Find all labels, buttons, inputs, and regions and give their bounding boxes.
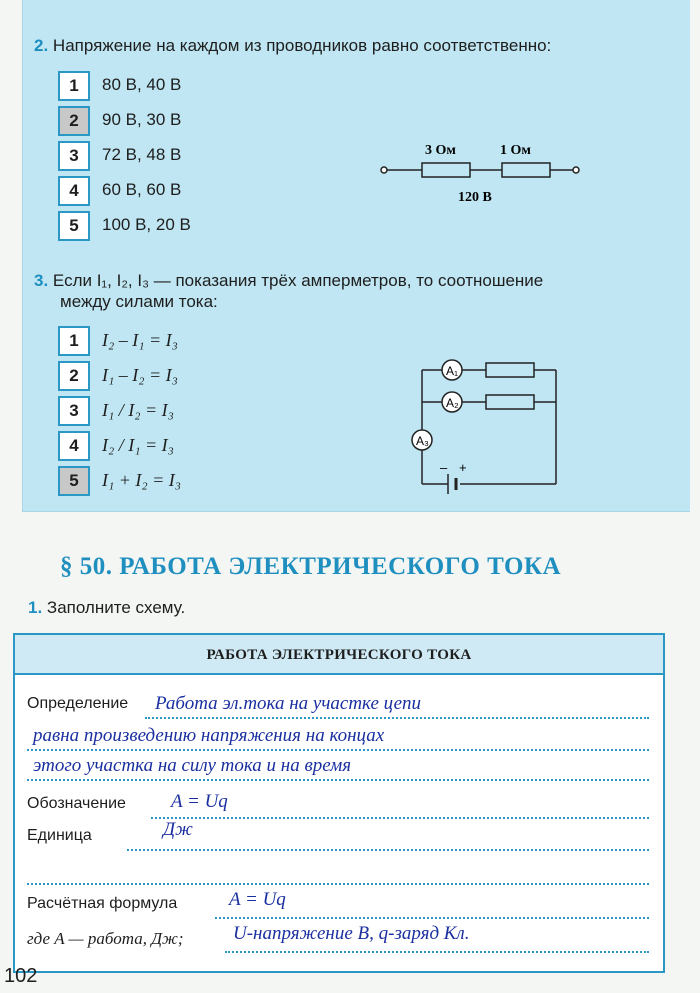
definition-row-3	[15, 753, 663, 783]
terminal-left-icon	[381, 167, 387, 173]
question-2-number: 2.	[34, 36, 49, 55]
where-label: где A — работа, Дж;	[27, 929, 184, 948]
r2-label: 1 Ом	[500, 143, 531, 158]
notation-answer: A = Uq	[171, 791, 228, 812]
where-row	[15, 925, 663, 955]
scheme-header: РАБОТА ЭЛЕКТРИЧЕСКОГО ТОКА	[15, 635, 663, 675]
q2-option-4-text: 60 В, 60 В	[102, 180, 182, 199]
q3-option-4-text: I₂ / I₁ = I₃	[102, 435, 174, 455]
resistor-bottom-icon	[486, 395, 534, 409]
formula-row	[15, 891, 663, 921]
q2-option-2[interactable]	[58, 106, 358, 136]
q2-option-3-text: 72 В, 48 В	[102, 145, 182, 164]
a3-label: A₃	[416, 434, 429, 448]
q3-option-3-text: I₁ / I₂ = I₃	[102, 400, 174, 420]
q2-option-2-number[interactable]: 2	[58, 106, 90, 136]
q3-option-4-number[interactable]: 4	[58, 431, 90, 461]
q2-option-2-text: 90 В, 30 В	[102, 110, 182, 129]
resistor-r1-icon	[422, 163, 470, 177]
q3-option-1-text: I₂ – I₁ = I₃	[102, 330, 178, 350]
where-answer: U-напряжение В, q-заряд Кл.	[233, 923, 470, 944]
q3-option-5[interactable]	[58, 466, 358, 496]
question-2-text	[34, 36, 551, 56]
definition-row-2	[15, 723, 663, 753]
q2-option-1-text: 80 В, 40 В	[102, 75, 182, 94]
task-1-number: 1.	[28, 598, 43, 617]
definition-answer-line1: Работа эл.тока на участке цепи	[155, 693, 422, 714]
work-scheme-table	[13, 633, 665, 973]
unit-row	[15, 819, 663, 853]
question-3-number: 3.	[34, 271, 49, 290]
q3-option-2[interactable]	[58, 361, 358, 391]
q2-option-3-number[interactable]: 3	[58, 141, 90, 171]
unit-label: Единица	[27, 827, 92, 844]
q3-option-3[interactable]	[58, 396, 358, 426]
q3-option-1[interactable]	[58, 326, 358, 356]
q2-option-4-number[interactable]: 4	[58, 176, 90, 206]
q2-option-4[interactable]	[58, 176, 358, 206]
question-2-label: Напряжение на каждом из проводников равно соответственно:	[52, 36, 552, 55]
question-3-line1: Если I₁, I₂, I₃ — показания трёх амперметров, то соотношение	[52, 271, 544, 290]
q3-option-2-number[interactable]: 2	[58, 361, 90, 391]
battery-plus-label: +	[459, 460, 467, 475]
q3-option-2-text: I₁ – I₂ = I₃	[102, 365, 178, 385]
q3-option-1-number[interactable]: 1	[58, 326, 90, 356]
definition-answer-line3: этого участка на силу тока и на время	[33, 755, 352, 776]
blank-row	[15, 857, 663, 887]
section-title: § 50. РАБОТА ЭЛЕКТРИЧЕСКОГО ТОКА	[60, 553, 562, 580]
r1-label: 3 Ом	[425, 143, 456, 158]
voltage-label: 120 В	[458, 190, 492, 205]
q3-option-4[interactable]	[58, 431, 358, 461]
notation-label: Обозначение	[27, 795, 126, 812]
q2-option-5-text: 100 В, 20 В	[102, 215, 191, 234]
definition-answer-line2: равна произведению напряжения на концах	[33, 725, 385, 746]
notation-row	[15, 791, 663, 821]
question-3-line2: между силами тока:	[60, 292, 218, 311]
question-3-text	[34, 271, 543, 291]
q2-option-5-number[interactable]: 5	[58, 211, 90, 241]
q2-option-3[interactable]	[58, 141, 358, 171]
q3-option-5-text: I₁ + I₂ = I₃	[102, 470, 182, 490]
a1-label: A₁	[446, 364, 459, 378]
q3-option-3-number[interactable]: 3	[58, 396, 90, 426]
q2-option-5[interactable]	[58, 211, 358, 241]
parallel-ammeter-circuit-diagram	[396, 344, 576, 494]
definition-label: Определение	[27, 695, 129, 712]
terminal-right-icon	[573, 167, 579, 173]
task-1-text: Заполните схему.	[46, 598, 186, 617]
task-1	[28, 598, 185, 618]
series-circuit-diagram	[378, 136, 598, 208]
page-number: 102	[4, 965, 38, 987]
definition-row	[15, 691, 663, 721]
q2-option-1-number[interactable]: 1	[58, 71, 90, 101]
q2-option-1[interactable]	[58, 71, 358, 101]
formula-answer: A = Uq	[229, 889, 286, 910]
battery-minus-label: –	[440, 460, 448, 475]
resistor-top-icon	[486, 363, 534, 377]
q3-option-5-number[interactable]: 5	[58, 466, 90, 496]
unit-answer: Дж	[163, 819, 193, 840]
resistor-r2-icon	[502, 163, 550, 177]
a2-label: A₂	[446, 396, 459, 410]
formula-label: Расчётная формула	[27, 895, 178, 912]
